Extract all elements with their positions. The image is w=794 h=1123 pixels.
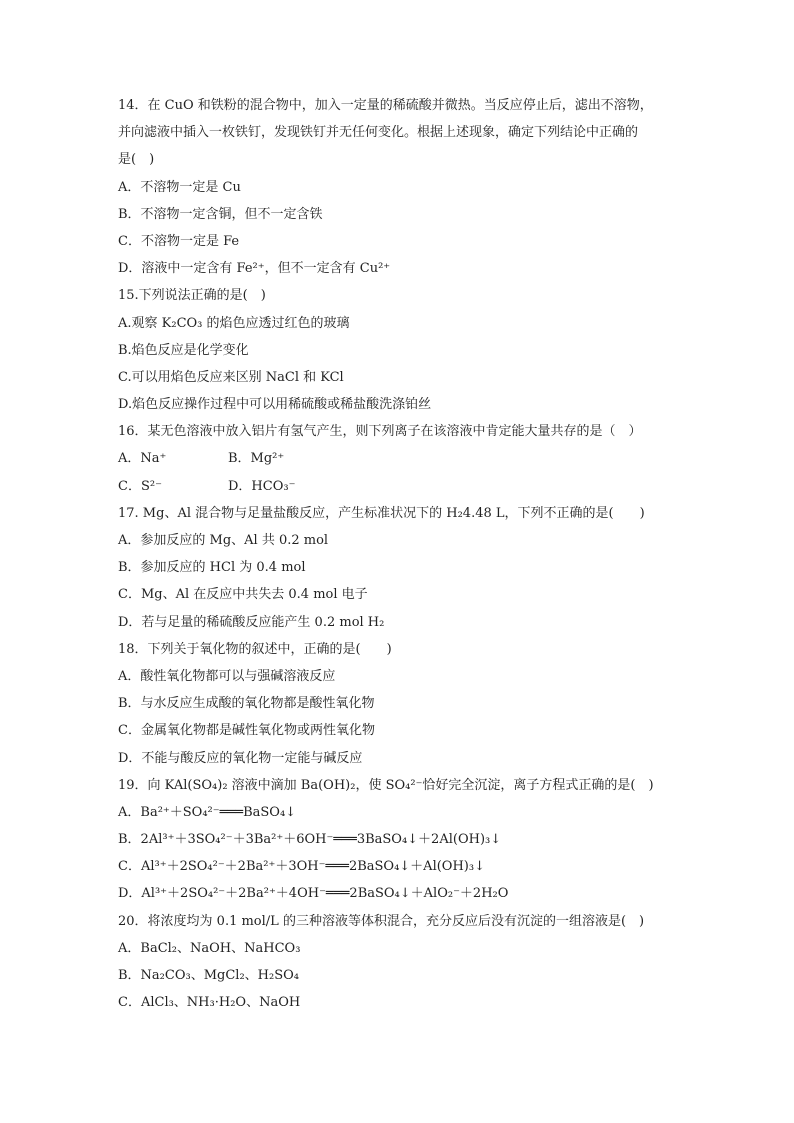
q16-options-row-2 bbox=[118, 473, 678, 500]
q16-option-b: B．Mg²⁺ bbox=[228, 451, 285, 467]
q18-option-c: C．金属氧化物都是碱性氧化物或两性氧化物 bbox=[118, 723, 375, 739]
q18-stem: 18．下列关于氧化物的叙述中，正确的是( ) bbox=[118, 641, 392, 657]
q19-option-c: C．Al³⁺＋2SO₄²⁻＋2Ba²⁺＋3OH⁻═══2BaSO₄↓＋Al(OH)₃↓ bbox=[118, 859, 485, 875]
q14-stem-line-2: 并向滤液中插入一枚铁钉，发现铁钉并无任何变化。根据上述现象，确定下列结论中正确的 bbox=[118, 125, 639, 141]
q14-stem-line-1: 14．在 CuO 和铁粉的混合物中，加入一定量的稀硫酸并微热。当反应停止后，滤出不溶物， bbox=[118, 98, 653, 113]
q17-option-a: A．参加反应的 Mg、Al 共 0.2 mol bbox=[118, 533, 329, 548]
q19-option-a: A．Ba²⁺＋SO₄²⁻═══BaSO₄↓ bbox=[118, 804, 297, 820]
q20-stem: 20．将浓度均为 0.1 mol/L 的三种溶液等体积混合，充分反应后没有沉淀的一组溶液是( ) bbox=[118, 913, 645, 929]
q15-option-a: A.观察 K₂CO₃ 的焰色应透过红色的玻璃 bbox=[118, 315, 350, 331]
q17-option-d: D．若与足量的稀硫酸反应能产生 0.2 mol H₂ bbox=[118, 614, 385, 630]
q16-option-c: C．S²⁻ bbox=[118, 478, 162, 494]
q19-option-b: B．2Al³⁺＋3SO₄²⁻＋3Ba²⁺＋6OH⁻═══3BaSO₄↓＋2Al(OH)₃↓ bbox=[118, 832, 502, 848]
q15-option-d: D.焰色反应操作过程中可以用稀硫酸或稀盐酸洗涤铂丝 bbox=[118, 397, 432, 413]
q17-stem: 17. Mg、Al 混合物与足量盐酸反应，产生标准状况下的 H₂4.48 L，下列不正确的是( ) bbox=[118, 505, 645, 521]
q14-option-d: D．溶液中一定含有 Fe²⁺，但不一定含有 Cu²⁺ bbox=[118, 261, 391, 277]
q16-stem: 16．某无色溶液中放入铝片有氢气产生，则下列离子在该溶液中肯定能大量共存的是（ ） bbox=[118, 424, 642, 440]
q14-option-a: A．不溶物一定是 Cu bbox=[118, 179, 241, 195]
q16-option-d: D．HCO₃⁻ bbox=[228, 478, 296, 494]
q20-option-a: A．BaCl₂、NaOH、NaHCO₃ bbox=[118, 940, 301, 956]
q18-option-a: A．酸性氧化物都可以与强碱溶液反应 bbox=[118, 668, 336, 684]
q17-option-b: B．参加反应的 HCl 为 0.4 mol bbox=[118, 560, 306, 576]
q14-stem-line-3: 是( ) bbox=[118, 152, 155, 168]
q15-option-b: B.焰色反应是化学变化 bbox=[118, 342, 249, 358]
q18-option-b: B．与水反应生成酸的氧化物都是酸性氧化物 bbox=[118, 696, 375, 712]
q16-option-a: A．Na⁺ bbox=[118, 451, 167, 467]
q17-option-c: C．Mg、Al 在反应中共失去 0.4 mol 电子 bbox=[118, 587, 368, 603]
q14-option-c: C．不溶物一定是 Fe bbox=[118, 233, 240, 249]
q14-option-b: B．不溶物一定含铜，但不一定含铁 bbox=[118, 206, 323, 222]
document-page bbox=[118, 92, 678, 1016]
q20-option-c: C．AlCl₃、NH₃·H₂O、NaOH bbox=[118, 995, 301, 1011]
q15-stem: 15.下列说法正确的是( ) bbox=[118, 288, 266, 304]
q19-option-d: D．Al³⁺＋2SO₄²⁻＋2Ba²⁺＋4OH⁻═══2BaSO₄↓＋AlO₂⁻＋2H₂O bbox=[118, 886, 509, 902]
q18-option-d: D．不能与酸反应的氧化物一定能与碱反应 bbox=[118, 750, 363, 766]
q16-options-row-1 bbox=[118, 445, 678, 472]
q19-stem: 19．向 KAl(SO₄)₂ 溶液中滴加 Ba(OH)₂，使 SO₄²⁻恰好完全沉淀，离子方程式正确的是( ) bbox=[118, 777, 654, 793]
q15-option-c: C.可以用焰色反应来区别 NaCl 和 KCl bbox=[118, 369, 344, 385]
q20-option-b: B．Na₂CO₃、MgCl₂、H₂SO₄ bbox=[118, 968, 299, 983]
